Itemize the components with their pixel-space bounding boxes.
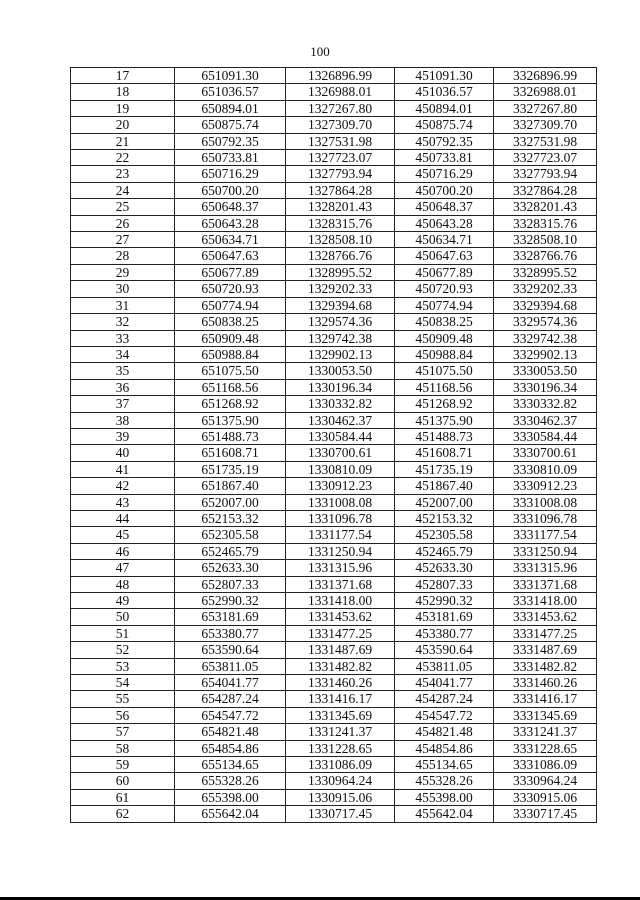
- coord-x2-cell: 451075.50: [395, 363, 494, 379]
- coord-y1-cell: 1328766.76: [286, 248, 395, 264]
- point-number-cell: 48: [71, 576, 175, 592]
- coord-y1-cell: 1331008.08: [286, 494, 395, 510]
- coord-x1-cell: 653380.77: [175, 625, 286, 641]
- table-row: [71, 691, 597, 707]
- coord-x2-cell: 454041.77: [395, 675, 494, 691]
- coord-x2-cell: 454821.48: [395, 724, 494, 740]
- coord-y1-cell: 1328508.10: [286, 232, 395, 248]
- point-number-cell: 24: [71, 182, 175, 198]
- table-row: [71, 609, 597, 625]
- table-row: [71, 428, 597, 444]
- coord-y2-cell: 3331008.08: [494, 494, 597, 510]
- coord-x2-cell: 450720.93: [395, 281, 494, 297]
- coord-y2-cell: 3331250.94: [494, 543, 597, 559]
- point-number-cell: 33: [71, 330, 175, 346]
- coord-x1-cell: 650838.25: [175, 314, 286, 330]
- coord-y1-cell: 1331096.78: [286, 510, 395, 526]
- table-row: [71, 412, 597, 428]
- coord-x1-cell: 651036.57: [175, 84, 286, 100]
- coord-y1-cell: 1328995.52: [286, 264, 395, 280]
- coord-y1-cell: 1331418.00: [286, 593, 395, 609]
- coord-y1-cell: 1330196.34: [286, 379, 395, 395]
- coord-x1-cell: 652007.00: [175, 494, 286, 510]
- coord-y1-cell: 1329394.68: [286, 297, 395, 313]
- coord-y1-cell: 1330912.23: [286, 478, 395, 494]
- coord-x2-cell: 450677.89: [395, 264, 494, 280]
- table-row: [71, 330, 597, 346]
- table-row: [71, 396, 597, 412]
- coord-y1-cell: 1330717.45: [286, 806, 395, 822]
- coord-x1-cell: 653181.69: [175, 609, 286, 625]
- point-number-cell: 52: [71, 642, 175, 658]
- coord-y2-cell: 3327723.07: [494, 150, 597, 166]
- coord-x1-cell: 651375.90: [175, 412, 286, 428]
- coord-x2-cell: 451036.57: [395, 84, 494, 100]
- point-number-cell: 37: [71, 396, 175, 412]
- table-row: [71, 199, 597, 215]
- table-row: [71, 494, 597, 510]
- coord-x1-cell: 655642.04: [175, 806, 286, 822]
- point-number-cell: 40: [71, 445, 175, 461]
- coord-x2-cell: 450700.20: [395, 182, 494, 198]
- coord-x1-cell: 650634.71: [175, 232, 286, 248]
- coord-y2-cell: 3331487.69: [494, 642, 597, 658]
- coord-x2-cell: 453380.77: [395, 625, 494, 641]
- table-row: [71, 724, 597, 740]
- coord-x2-cell: 452007.00: [395, 494, 494, 510]
- point-number-cell: 59: [71, 757, 175, 773]
- table-row: [71, 232, 597, 248]
- coord-x1-cell: 652465.79: [175, 543, 286, 559]
- table-row: [71, 281, 597, 297]
- point-number-cell: 31: [71, 297, 175, 313]
- coord-y2-cell: 3331453.62: [494, 609, 597, 625]
- coord-x2-cell: 450648.37: [395, 199, 494, 215]
- coord-y2-cell: 3327531.98: [494, 133, 597, 149]
- coord-y1-cell: 1331453.62: [286, 609, 395, 625]
- coord-x2-cell: 455642.04: [395, 806, 494, 822]
- coord-x1-cell: 655398.00: [175, 789, 286, 805]
- coord-y2-cell: 3331228.65: [494, 740, 597, 756]
- point-number-cell: 32: [71, 314, 175, 330]
- coord-x2-cell: 453590.64: [395, 642, 494, 658]
- coord-x1-cell: 650677.89: [175, 264, 286, 280]
- coord-x2-cell: 450988.84: [395, 346, 494, 362]
- coord-x2-cell: 451268.92: [395, 396, 494, 412]
- coord-x2-cell: 451091.30: [395, 68, 494, 84]
- coord-y1-cell: 1330810.09: [286, 461, 395, 477]
- coord-y1-cell: 1327531.98: [286, 133, 395, 149]
- point-number-cell: 27: [71, 232, 175, 248]
- point-number-cell: 50: [71, 609, 175, 625]
- point-number-cell: 39: [71, 428, 175, 444]
- point-number-cell: 58: [71, 740, 175, 756]
- table-row: [71, 658, 597, 674]
- coord-x1-cell: 652633.30: [175, 560, 286, 576]
- coord-y2-cell: 3326988.01: [494, 84, 597, 100]
- coord-y2-cell: 3328508.10: [494, 232, 597, 248]
- page-number: 100: [310, 44, 330, 59]
- coord-x1-cell: 654854.86: [175, 740, 286, 756]
- coord-y2-cell: 3330912.23: [494, 478, 597, 494]
- point-number-cell: 23: [71, 166, 175, 182]
- point-number-cell: 47: [71, 560, 175, 576]
- table-row: [71, 166, 597, 182]
- table-row: [71, 297, 597, 313]
- table-row: [71, 576, 597, 592]
- point-number-cell: 29: [71, 264, 175, 280]
- table-row: [71, 773, 597, 789]
- coord-y1-cell: 1330915.06: [286, 789, 395, 805]
- coord-y2-cell: 3330584.44: [494, 428, 597, 444]
- coord-y2-cell: 3331371.68: [494, 576, 597, 592]
- coord-y2-cell: 3330053.50: [494, 363, 597, 379]
- coord-y1-cell: 1331315.96: [286, 560, 395, 576]
- coord-y2-cell: 3331477.25: [494, 625, 597, 641]
- point-number-cell: 34: [71, 346, 175, 362]
- coord-x1-cell: 654547.72: [175, 707, 286, 723]
- coord-y2-cell: 3326896.99: [494, 68, 597, 84]
- table-row: [71, 527, 597, 543]
- coord-x1-cell: 653590.64: [175, 642, 286, 658]
- coord-x1-cell: 654821.48: [175, 724, 286, 740]
- coord-y2-cell: 3329742.38: [494, 330, 597, 346]
- table-row: [71, 478, 597, 494]
- coord-y2-cell: 3329574.36: [494, 314, 597, 330]
- coord-x2-cell: 450894.01: [395, 100, 494, 116]
- coord-y1-cell: 1329902.13: [286, 346, 395, 362]
- coord-x2-cell: 452153.32: [395, 510, 494, 526]
- coord-x2-cell: 451375.90: [395, 412, 494, 428]
- coord-x2-cell: 455328.26: [395, 773, 494, 789]
- table-row: [71, 363, 597, 379]
- coord-y2-cell: 3331482.82: [494, 658, 597, 674]
- point-number-cell: 19: [71, 100, 175, 116]
- table-row: [71, 379, 597, 395]
- point-number-cell: 53: [71, 658, 175, 674]
- coord-y1-cell: 1327309.70: [286, 117, 395, 133]
- table-row: [71, 789, 597, 805]
- coord-x1-cell: 652305.58: [175, 527, 286, 543]
- coord-y2-cell: 3330462.37: [494, 412, 597, 428]
- point-number-cell: 46: [71, 543, 175, 559]
- coord-y1-cell: 1331487.69: [286, 642, 395, 658]
- point-number-cell: 43: [71, 494, 175, 510]
- point-number-cell: 44: [71, 510, 175, 526]
- coord-x1-cell: 650648.37: [175, 199, 286, 215]
- coord-x2-cell: 455398.00: [395, 789, 494, 805]
- coord-x2-cell: 452807.33: [395, 576, 494, 592]
- coord-y2-cell: 3328201.43: [494, 199, 597, 215]
- coord-y1-cell: 1327723.07: [286, 150, 395, 166]
- coord-x2-cell: 450774.94: [395, 297, 494, 313]
- coord-y1-cell: 1327267.80: [286, 100, 395, 116]
- table-row: [71, 543, 597, 559]
- coord-y1-cell: 1331416.17: [286, 691, 395, 707]
- coordinate-table-container: [70, 67, 596, 823]
- coord-x1-cell: 650720.93: [175, 281, 286, 297]
- coord-y1-cell: 1329202.33: [286, 281, 395, 297]
- point-number-cell: 42: [71, 478, 175, 494]
- coord-x1-cell: 651608.71: [175, 445, 286, 461]
- coord-y1-cell: 1331477.25: [286, 625, 395, 641]
- table-row: [71, 675, 597, 691]
- coord-x2-cell: 450909.48: [395, 330, 494, 346]
- coord-x1-cell: 650988.84: [175, 346, 286, 362]
- coord-y2-cell: 3331416.17: [494, 691, 597, 707]
- coord-y1-cell: 1330964.24: [286, 773, 395, 789]
- coord-x1-cell: 655134.65: [175, 757, 286, 773]
- coord-y2-cell: 3327309.70: [494, 117, 597, 133]
- point-number-cell: 51: [71, 625, 175, 641]
- coord-y2-cell: 3327267.80: [494, 100, 597, 116]
- coord-y1-cell: 1331241.37: [286, 724, 395, 740]
- coord-y1-cell: 1330332.82: [286, 396, 395, 412]
- table-row: [71, 133, 597, 149]
- coord-x1-cell: 650716.29: [175, 166, 286, 182]
- coord-x1-cell: 650774.94: [175, 297, 286, 313]
- table-row: [71, 625, 597, 641]
- coord-x2-cell: 452305.58: [395, 527, 494, 543]
- coord-y1-cell: 1330053.50: [286, 363, 395, 379]
- coord-y1-cell: 1326896.99: [286, 68, 395, 84]
- point-number-cell: 30: [71, 281, 175, 297]
- coord-y1-cell: 1331371.68: [286, 576, 395, 592]
- coord-x2-cell: 451735.19: [395, 461, 494, 477]
- coord-y1-cell: 1330462.37: [286, 412, 395, 428]
- coord-x1-cell: 651168.56: [175, 379, 286, 395]
- table-row: [71, 806, 597, 822]
- coord-x1-cell: 652807.33: [175, 576, 286, 592]
- table-row: [71, 346, 597, 362]
- coord-x2-cell: 450875.74: [395, 117, 494, 133]
- coord-y2-cell: 3327864.28: [494, 182, 597, 198]
- point-number-cell: 60: [71, 773, 175, 789]
- coord-y2-cell: 3331086.09: [494, 757, 597, 773]
- coord-y1-cell: 1329742.38: [286, 330, 395, 346]
- point-number-cell: 22: [71, 150, 175, 166]
- point-number-cell: 49: [71, 593, 175, 609]
- coord-x2-cell: 454287.24: [395, 691, 494, 707]
- coord-x2-cell: 450733.81: [395, 150, 494, 166]
- coord-x1-cell: 654041.77: [175, 675, 286, 691]
- coord-x2-cell: 450838.25: [395, 314, 494, 330]
- coord-x2-cell: 451168.56: [395, 379, 494, 395]
- coord-y2-cell: 3328766.76: [494, 248, 597, 264]
- coord-y1-cell: 1328315.76: [286, 215, 395, 231]
- coord-y2-cell: 3331241.37: [494, 724, 597, 740]
- point-number-cell: 20: [71, 117, 175, 133]
- coord-y2-cell: 3331460.26: [494, 675, 597, 691]
- coordinate-table-body: [71, 68, 597, 823]
- point-number-cell: 17: [71, 68, 175, 84]
- coord-x2-cell: 450643.28: [395, 215, 494, 231]
- coord-y1-cell: 1330700.61: [286, 445, 395, 461]
- coord-x2-cell: 454547.72: [395, 707, 494, 723]
- coord-y1-cell: 1331250.94: [286, 543, 395, 559]
- table-row: [71, 560, 597, 576]
- point-number-cell: 41: [71, 461, 175, 477]
- coord-x2-cell: 450647.63: [395, 248, 494, 264]
- coord-y1-cell: 1327864.28: [286, 182, 395, 198]
- coord-x1-cell: 650875.74: [175, 117, 286, 133]
- table-row: [71, 100, 597, 116]
- coord-x1-cell: 650700.20: [175, 182, 286, 198]
- table-row: [71, 707, 597, 723]
- point-number-cell: 25: [71, 199, 175, 215]
- table-row: [71, 445, 597, 461]
- coord-x2-cell: 453811.05: [395, 658, 494, 674]
- coordinate-table: [70, 67, 597, 823]
- coord-y2-cell: 3330964.24: [494, 773, 597, 789]
- table-row: [71, 150, 597, 166]
- coord-y2-cell: 3331418.00: [494, 593, 597, 609]
- coord-x1-cell: 651735.19: [175, 461, 286, 477]
- coord-y2-cell: 3330810.09: [494, 461, 597, 477]
- table-row: [71, 117, 597, 133]
- coord-y2-cell: 3328995.52: [494, 264, 597, 280]
- table-row: [71, 740, 597, 756]
- point-number-cell: 61: [71, 789, 175, 805]
- point-number-cell: 45: [71, 527, 175, 543]
- coord-x1-cell: 650909.48: [175, 330, 286, 346]
- coord-y2-cell: 3330700.61: [494, 445, 597, 461]
- coord-x2-cell: 455134.65: [395, 757, 494, 773]
- coord-x1-cell: 654287.24: [175, 691, 286, 707]
- point-number-cell: 55: [71, 691, 175, 707]
- coord-y1-cell: 1331482.82: [286, 658, 395, 674]
- coord-y2-cell: 3331177.54: [494, 527, 597, 543]
- coord-x1-cell: 651867.40: [175, 478, 286, 494]
- coord-y2-cell: 3328315.76: [494, 215, 597, 231]
- coord-x1-cell: 652990.32: [175, 593, 286, 609]
- coord-y1-cell: 1331460.26: [286, 675, 395, 691]
- coord-x2-cell: 452465.79: [395, 543, 494, 559]
- point-number-cell: 57: [71, 724, 175, 740]
- point-number-cell: 28: [71, 248, 175, 264]
- coord-y1-cell: 1331345.69: [286, 707, 395, 723]
- coord-y1-cell: 1330584.44: [286, 428, 395, 444]
- coord-y1-cell: 1327793.94: [286, 166, 395, 182]
- coord-x1-cell: 651488.73: [175, 428, 286, 444]
- coord-x2-cell: 450716.29: [395, 166, 494, 182]
- point-number-cell: 18: [71, 84, 175, 100]
- point-number-cell: 21: [71, 133, 175, 149]
- coord-x2-cell: 451488.73: [395, 428, 494, 444]
- coord-x2-cell: 452633.30: [395, 560, 494, 576]
- coord-x1-cell: 651268.92: [175, 396, 286, 412]
- coord-y2-cell: 3329902.13: [494, 346, 597, 362]
- coord-y2-cell: 3331345.69: [494, 707, 597, 723]
- coord-x2-cell: 451608.71: [395, 445, 494, 461]
- coord-y2-cell: 3330196.34: [494, 379, 597, 395]
- point-number-cell: 38: [71, 412, 175, 428]
- table-row: [71, 593, 597, 609]
- coord-x2-cell: 454854.86: [395, 740, 494, 756]
- point-number-cell: 36: [71, 379, 175, 395]
- coord-x2-cell: 453181.69: [395, 609, 494, 625]
- coord-x2-cell: 452990.32: [395, 593, 494, 609]
- coord-y2-cell: 3329394.68: [494, 297, 597, 313]
- coord-y1-cell: 1326988.01: [286, 84, 395, 100]
- coord-y2-cell: 3330915.06: [494, 789, 597, 805]
- point-number-cell: 62: [71, 806, 175, 822]
- coord-x1-cell: 652153.32: [175, 510, 286, 526]
- table-row: [71, 642, 597, 658]
- coord-x1-cell: 650647.63: [175, 248, 286, 264]
- coord-y2-cell: 3327793.94: [494, 166, 597, 182]
- coord-y1-cell: 1331228.65: [286, 740, 395, 756]
- coord-x1-cell: 651091.30: [175, 68, 286, 84]
- coord-x2-cell: 451867.40: [395, 478, 494, 494]
- point-number-cell: 26: [71, 215, 175, 231]
- coord-x1-cell: 650643.28: [175, 215, 286, 231]
- table-row: [71, 68, 597, 84]
- coord-y2-cell: 3329202.33: [494, 281, 597, 297]
- coord-y1-cell: 1328201.43: [286, 199, 395, 215]
- point-number-cell: 54: [71, 675, 175, 691]
- coord-x1-cell: 650733.81: [175, 150, 286, 166]
- coord-x1-cell: 650894.01: [175, 100, 286, 116]
- coord-x1-cell: 653811.05: [175, 658, 286, 674]
- coord-x1-cell: 650792.35: [175, 133, 286, 149]
- table-row: [71, 84, 597, 100]
- table-row: [71, 264, 597, 280]
- table-row: [71, 215, 597, 231]
- coord-x2-cell: 450634.71: [395, 232, 494, 248]
- coord-y1-cell: 1329574.36: [286, 314, 395, 330]
- coord-x1-cell: 655328.26: [175, 773, 286, 789]
- coord-y2-cell: 3331096.78: [494, 510, 597, 526]
- point-number-cell: 56: [71, 707, 175, 723]
- table-row: [71, 461, 597, 477]
- table-row: [71, 182, 597, 198]
- coord-x2-cell: 450792.35: [395, 133, 494, 149]
- table-row: [71, 314, 597, 330]
- table-row: [71, 248, 597, 264]
- table-row: [71, 510, 597, 526]
- coord-y2-cell: 3330717.45: [494, 806, 597, 822]
- coord-y2-cell: 3331315.96: [494, 560, 597, 576]
- point-number-cell: 35: [71, 363, 175, 379]
- coord-y1-cell: 1331086.09: [286, 757, 395, 773]
- coord-y2-cell: 3330332.82: [494, 396, 597, 412]
- coord-x1-cell: 651075.50: [175, 363, 286, 379]
- coord-y1-cell: 1331177.54: [286, 527, 395, 543]
- table-row: [71, 757, 597, 773]
